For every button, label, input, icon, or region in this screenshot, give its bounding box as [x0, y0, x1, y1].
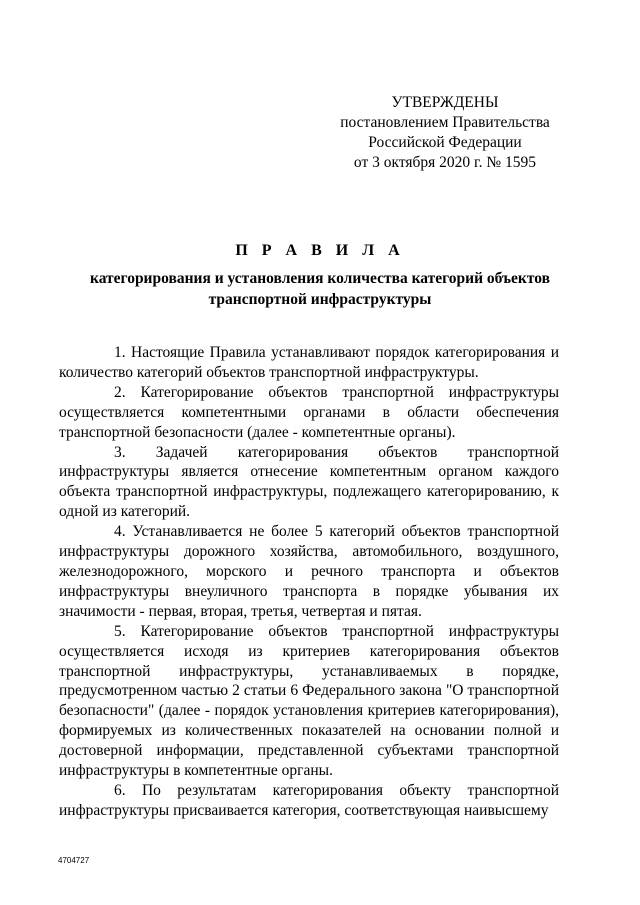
approval-line-2: Российской Федерации — [368, 134, 522, 151]
paragraph-5: 5. Категорирование объектов транспортной инфраструктуры осуществляется исходя из критериев категорирования объектов транспортной инфраструктуры, устанавливаемых в порядке, предусмотренном частью 2 статьи 6 Федерального закона "О транспортной безопасности" (далее - порядок установления критериев категорирования), формируемых из количественных показателей на основании полной и достоверной информации, представленной субъектами транспортной инфраструктуры в компетентные органы. — [59, 622, 559, 780]
approval-heading: УТВЕРЖДЕНЫ — [391, 94, 499, 111]
document-body — [59, 343, 559, 821]
paragraph-1: 1. Настоящие Правила устанавливают порядок категорирования и количество категорий объектов транспортной инфраструктуры. — [59, 344, 559, 381]
approval-line-3: от 3 октября 2020 г. № 1595 — [353, 154, 537, 171]
paragraph-4: 4. Устанавливается не более 5 категорий объектов транспортной инфраструктуры дорожного хозяйства, автомобильного, воздушного, железнодорожного, морского и речного транспорта и объектов инфраструктуры внеуличного транспорта в порядке убывания их значимости - первая, вторая, третья, четвертая и пятая. — [59, 523, 559, 620]
approval-line-1: постановлением Правительства — [340, 114, 550, 131]
approval-block — [330, 93, 560, 173]
document-subtitle — [60, 268, 580, 310]
paragraph-3: 3. Задачей категорирования объектов транспортной инфраструктуры является отнесение компетентным органом каждого объекта транспортной инфраструктуры, подлежащего категорированию, к одной из категорий. — [59, 443, 559, 521]
document-code: 4704727 — [58, 856, 90, 865]
paragraph-6: 6. По результатам категорирования объекту транспортной инфраструктуры присваивается категория, соответствующая наивысшему — [59, 781, 559, 819]
subtitle-line-1: категорирования и установления количества категорий объектов — [90, 270, 550, 287]
paragraph-2: 2. Категорирование объектов транспортной инфраструктуры осуществляется компетентными органами в области обеспечения транспортной безопасности (далее - компетентные органы). — [59, 383, 559, 441]
document-title: П Р А В И Л А — [235, 242, 405, 259]
subtitle-line-2: транспортной инфраструктуры — [208, 291, 432, 308]
